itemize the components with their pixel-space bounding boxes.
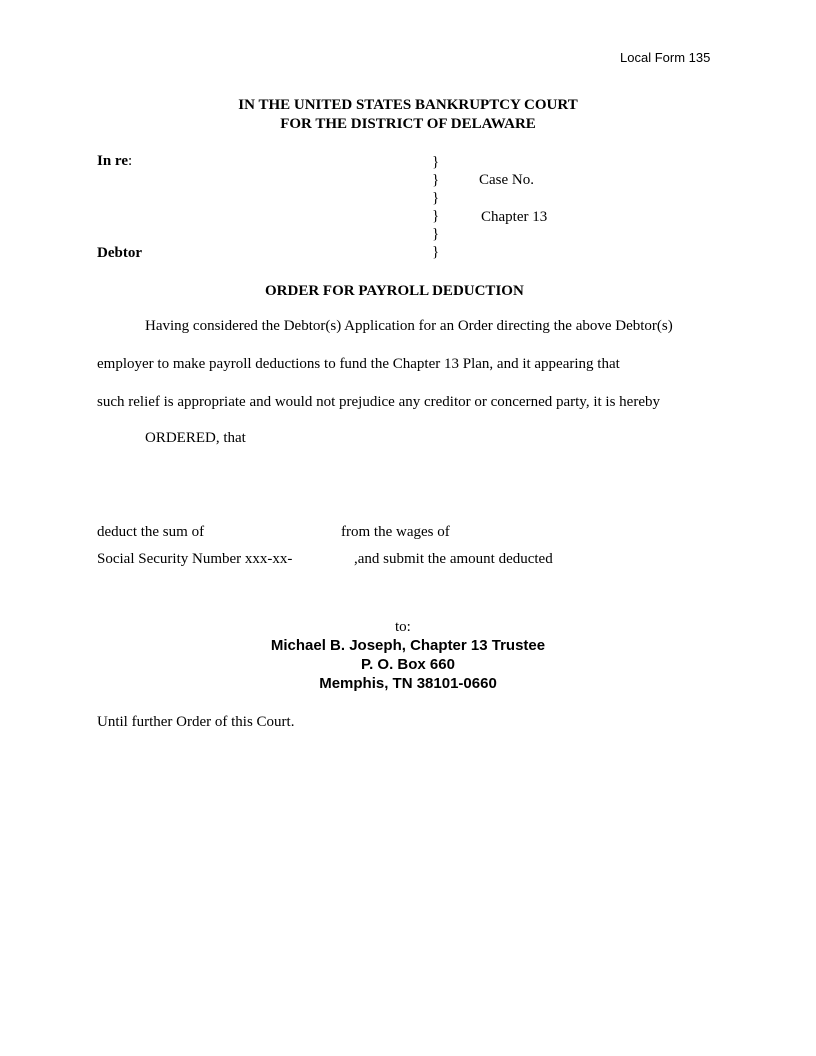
- order-title: ORDER FOR PAYROLL DEDUCTION: [265, 283, 524, 299]
- submit-amount-text: ,and submit the amount deducted: [354, 551, 553, 567]
- caption-brace-5: }: [432, 226, 440, 242]
- caption-brace-1: }: [432, 154, 440, 170]
- from-wages-text: from the wages of: [341, 524, 450, 540]
- body-line-2: employer to make payroll deductions to fund the Chapter 13 Plan, and it appearing that: [97, 356, 620, 372]
- court-name-line-2: FOR THE DISTRICT OF DELAWARE: [280, 116, 536, 132]
- trustee-address-line-1: P. O. Box 660: [361, 656, 455, 673]
- chapter-label: Chapter 13: [481, 209, 548, 225]
- deduct-sum-text: deduct the sum of: [97, 524, 205, 540]
- debtor-label: Debtor: [97, 245, 142, 261]
- caption-brace-2: }: [432, 172, 440, 188]
- case-number-label: Case No.: [479, 172, 534, 188]
- in-re-text: In re: [97, 153, 128, 169]
- body-line-3: such relief is appropriate and would not prejudice any creditor or concerned party, it is hereby: [97, 394, 660, 410]
- court-name-line-1: IN THE UNITED STATES BANKRUPTCY COURT: [238, 97, 578, 113]
- ordered-text: ORDERED, that: [145, 430, 246, 446]
- caption-brace-3: }: [432, 190, 440, 206]
- caption-brace-6: }: [432, 244, 440, 260]
- in-re-label: [97, 153, 132, 170]
- form-number-label: Local Form 135: [620, 50, 711, 65]
- to-text: to:: [395, 619, 411, 635]
- caption-brace-4: }: [432, 208, 440, 224]
- trustee-address-line-2: Memphis, TN 38101-0660: [319, 675, 497, 692]
- body-line-1: Having considered the Debtor(s) Application for an Order directing the above Debtor(s): [145, 318, 673, 334]
- trustee-name: Michael B. Joseph, Chapter 13 Trustee: [270, 637, 546, 654]
- closing-text: Until further Order of this Court.: [97, 714, 295, 730]
- in-re-colon: :: [127, 153, 133, 169]
- ssn-text: Social Security Number xxx-xx-: [97, 551, 293, 567]
